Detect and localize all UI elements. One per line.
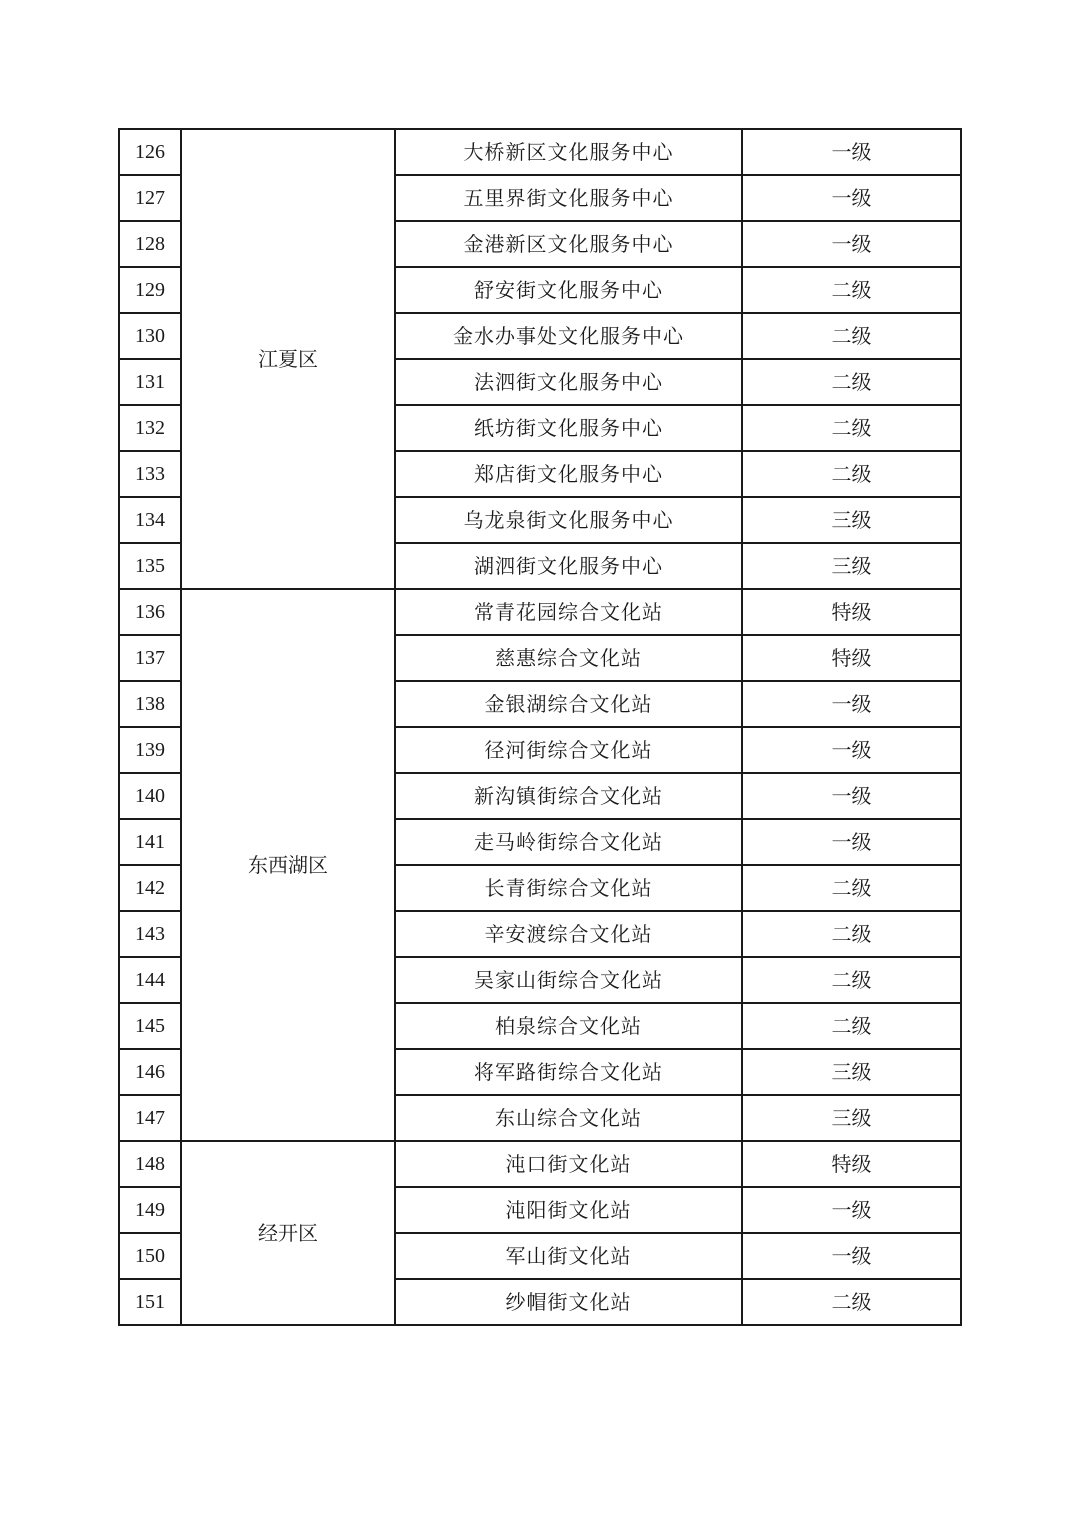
station-level: 二级 <box>742 313 961 359</box>
station-level: 一级 <box>742 175 961 221</box>
row-number: 128 <box>119 221 181 267</box>
row-number: 137 <box>119 635 181 681</box>
station-name: 金水办事处文化服务中心 <box>395 313 742 359</box>
station-name: 舒安街文化服务中心 <box>395 267 742 313</box>
station-level: 特级 <box>742 1141 961 1187</box>
station-level: 一级 <box>742 727 961 773</box>
station-level: 一级 <box>742 681 961 727</box>
row-number: 143 <box>119 911 181 957</box>
row-number: 129 <box>119 267 181 313</box>
station-level: 二级 <box>742 359 961 405</box>
station-name: 沌阳街文化站 <box>395 1187 742 1233</box>
station-level: 二级 <box>742 405 961 451</box>
row-number: 131 <box>119 359 181 405</box>
station-name: 走马岭街综合文化站 <box>395 819 742 865</box>
row-number: 133 <box>119 451 181 497</box>
row-number: 151 <box>119 1279 181 1325</box>
station-level: 二级 <box>742 451 961 497</box>
district-cell: 东西湖区 <box>181 589 395 1141</box>
station-level: 一级 <box>742 773 961 819</box>
row-number: 139 <box>119 727 181 773</box>
table-row <box>119 1141 961 1187</box>
station-name: 纸坊街文化服务中心 <box>395 405 742 451</box>
station-level: 二级 <box>742 1279 961 1325</box>
station-name: 将军路街综合文化站 <box>395 1049 742 1095</box>
station-level: 一级 <box>742 221 961 267</box>
station-name: 常青花园综合文化站 <box>395 589 742 635</box>
station-level: 三级 <box>742 1095 961 1141</box>
row-number: 130 <box>119 313 181 359</box>
station-level: 特级 <box>742 635 961 681</box>
station-name: 郑店街文化服务中心 <box>395 451 742 497</box>
station-name: 五里界街文化服务中心 <box>395 175 742 221</box>
station-name: 径河街综合文化站 <box>395 727 742 773</box>
station-name: 金港新区文化服务中心 <box>395 221 742 267</box>
station-level: 一级 <box>742 129 961 175</box>
row-number: 126 <box>119 129 181 175</box>
station-level: 特级 <box>742 589 961 635</box>
row-number: 147 <box>119 1095 181 1141</box>
station-name: 柏泉综合文化站 <box>395 1003 742 1049</box>
station-level: 一级 <box>742 1187 961 1233</box>
station-name: 东山综合文化站 <box>395 1095 742 1141</box>
row-number: 127 <box>119 175 181 221</box>
station-name: 法泗街文化服务中心 <box>395 359 742 405</box>
station-name: 军山街文化站 <box>395 1233 742 1279</box>
row-number: 146 <box>119 1049 181 1095</box>
row-number: 145 <box>119 1003 181 1049</box>
row-number: 136 <box>119 589 181 635</box>
station-name: 纱帽街文化站 <box>395 1279 742 1325</box>
station-level: 二级 <box>742 865 961 911</box>
station-name: 新沟镇街综合文化站 <box>395 773 742 819</box>
station-name: 大桥新区文化服务中心 <box>395 129 742 175</box>
table-row <box>119 589 961 635</box>
station-name: 金银湖综合文化站 <box>395 681 742 727</box>
station-level: 二级 <box>742 267 961 313</box>
station-name: 辛安渡综合文化站 <box>395 911 742 957</box>
station-level: 三级 <box>742 1049 961 1095</box>
row-number: 144 <box>119 957 181 1003</box>
station-level: 三级 <box>742 543 961 589</box>
station-name: 吴家山街综合文化站 <box>395 957 742 1003</box>
station-level: 二级 <box>742 1003 961 1049</box>
row-number: 140 <box>119 773 181 819</box>
station-name: 慈惠综合文化站 <box>395 635 742 681</box>
culture-station-table <box>118 128 962 1326</box>
table-body <box>119 129 961 1325</box>
station-level: 二级 <box>742 911 961 957</box>
station-name: 湖泗街文化服务中心 <box>395 543 742 589</box>
row-number: 150 <box>119 1233 181 1279</box>
station-level: 二级 <box>742 957 961 1003</box>
station-name: 长青街综合文化站 <box>395 865 742 911</box>
station-name: 沌口街文化站 <box>395 1141 742 1187</box>
station-level: 一级 <box>742 1233 961 1279</box>
row-number: 141 <box>119 819 181 865</box>
district-cell: 经开区 <box>181 1141 395 1325</box>
district-cell: 江夏区 <box>181 129 395 589</box>
station-level: 一级 <box>742 819 961 865</box>
row-number: 142 <box>119 865 181 911</box>
row-number: 132 <box>119 405 181 451</box>
row-number: 138 <box>119 681 181 727</box>
row-number: 149 <box>119 1187 181 1233</box>
table-row <box>119 129 961 175</box>
row-number: 135 <box>119 543 181 589</box>
station-name: 乌龙泉街文化服务中心 <box>395 497 742 543</box>
row-number: 134 <box>119 497 181 543</box>
row-number: 148 <box>119 1141 181 1187</box>
station-level: 三级 <box>742 497 961 543</box>
